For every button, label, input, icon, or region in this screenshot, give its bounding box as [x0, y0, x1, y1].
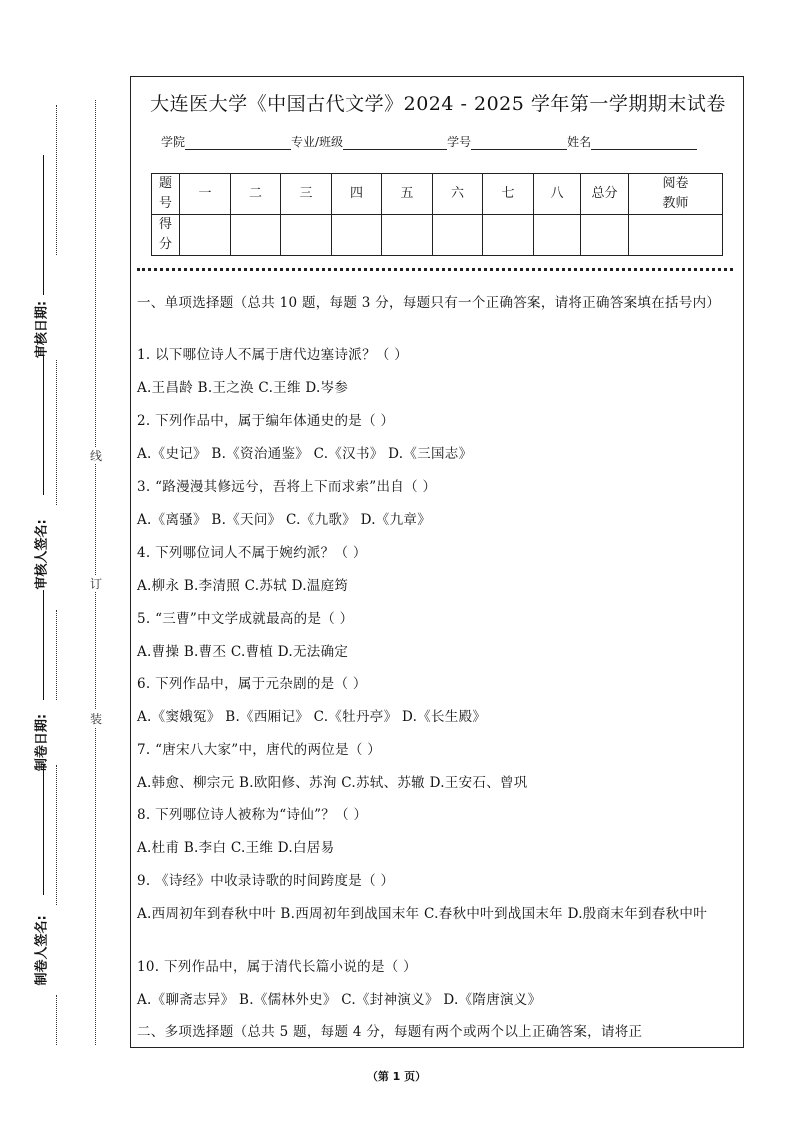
question-5: 5. “三曹”中文学成就最高的是（ ）	[137, 611, 354, 627]
options-10: A.《聊斋志异》 B.《儒林外史》 C.《封神演义》 D.《隋唐演义》	[137, 992, 542, 1008]
major-label: 专业/班级	[291, 135, 344, 149]
dotted-line-3	[56, 610, 57, 700]
score-col-header: 六	[433, 174, 483, 215]
signature-line-4	[43, 765, 44, 895]
name-field[interactable]	[591, 137, 697, 150]
score-cell[interactable]	[382, 215, 433, 256]
page-number: （第 1 页）	[366, 1070, 427, 1083]
dotted-line-2	[56, 360, 57, 505]
separator-dotted	[137, 268, 733, 271]
binding-mark-bind: 装	[90, 712, 103, 726]
binding-mark-line: 线	[90, 449, 103, 463]
score-cell[interactable]	[180, 215, 231, 256]
options-1: A.王昌龄 B.王之涣 C.王维 D.岑参	[137, 380, 349, 396]
options-3: A.《离骚》 B.《天问》 C.《九歌》 D.《九章》	[137, 512, 431, 528]
signature-line-3	[43, 590, 44, 700]
score-table-header-row	[152, 174, 723, 215]
score-col-header: 三	[281, 174, 332, 215]
review-date-label: 审核日期:	[34, 300, 50, 359]
college-field[interactable]	[185, 137, 291, 150]
score-col-header: 总分	[581, 174, 629, 215]
question-6: 6. 下列作品中，属于元杂剧的是（ ）	[137, 676, 367, 692]
student-info-row	[161, 133, 697, 150]
score-cell[interactable]	[231, 215, 281, 256]
author-signature-label: 制卷人签名:	[34, 915, 50, 986]
score-col-header: 四	[332, 174, 382, 215]
score-col-header: 一	[180, 174, 231, 215]
score-cell[interactable]	[433, 215, 483, 256]
college-label: 学院	[161, 135, 186, 149]
question-4: 4. 下列哪位词人不属于婉约派？（ ）	[137, 545, 367, 561]
name-label: 姓名	[567, 135, 592, 149]
question-9: 9. 《诗经》中收录诗歌的时间跨度是（ ）	[137, 873, 395, 889]
grader-header: 阅卷 教师	[629, 174, 723, 215]
question-7: 7. “唐宋八大家”中，唐代的两位是（ ）	[137, 742, 382, 758]
score-col-header: 五	[382, 174, 433, 215]
options-2: A.《史记》 B.《资治通鉴》 C.《汉书》 D.《三国志》	[137, 446, 473, 462]
paper-date-label: 制卷日期:	[34, 713, 50, 772]
options-6: A.《窦娥冤》 B.《西厢记》 C.《牡丹亭》 D.《长生殿》	[137, 709, 487, 725]
score-cell[interactable]	[629, 215, 723, 256]
exam-frame	[130, 76, 744, 1048]
dotted-line-4	[56, 765, 57, 905]
signature-line-2	[43, 355, 44, 495]
question-number-label: 题 号	[152, 174, 180, 215]
exam-title: 大连医大学《中国古代文学》2024 - 2025 学年第一学期期末试卷	[150, 93, 726, 115]
score-cell[interactable]	[483, 215, 534, 256]
score-table-score-row	[152, 215, 723, 256]
options-9: A.西周初年到春秋中叶 B.西周初年到战国末年 C.春秋中叶到战国末年 D.殷商末年到春秋中叶	[137, 906, 707, 922]
dotted-line-1	[56, 105, 57, 255]
question-10: 10. 下列作品中，属于清代长篇小说的是（ ）	[137, 959, 417, 975]
student-id-label: 学号	[447, 135, 472, 149]
student-id-field[interactable]	[471, 137, 567, 150]
score-cell[interactable]	[581, 215, 629, 256]
score-cell[interactable]	[534, 215, 581, 256]
question-1: 1. 以下哪位诗人不属于唐代边塞诗派？（ ）	[137, 347, 409, 363]
dotted-line-5	[56, 995, 57, 1045]
score-col-header: 七	[483, 174, 534, 215]
question-2: 2. 下列作品中，属于编年体通史的是（ ）	[137, 413, 395, 429]
score-col-header: 八	[534, 174, 581, 215]
score-table	[151, 173, 723, 256]
signature-line-1	[43, 155, 44, 295]
binding-mark-staple: 订	[90, 577, 103, 591]
question-3: 3. “路漫漫其修远兮，吾将上下而求索”出自（ ）	[137, 479, 437, 495]
options-7: A.韩愈、柳宗元 B.欧阳修、苏洵 C.苏轼、苏辙 D.王安石、曾巩	[137, 775, 528, 791]
options-8: A.杜甫 B.李白 C.王维 D.白居易	[137, 840, 335, 856]
question-8: 8. 下列哪位诗人被称为“诗仙”？（ ）	[137, 807, 368, 823]
score-cell[interactable]	[332, 215, 382, 256]
reviewer-signature-label: 审核人签名:	[34, 519, 50, 590]
score-col-header: 二	[231, 174, 281, 215]
section2-heading: 二、多项选择题（总共 5 题，每题 4 分，每题有两个或两个以上正确答案，请将正	[137, 1024, 643, 1040]
options-5: A.曹操 B.曹丕 C.曹植 D.无法确定	[137, 644, 349, 660]
options-4: A.柳永 B.李清照 C.苏轼 D.温庭筠	[137, 578, 349, 594]
score-row-label: 得 分	[152, 215, 180, 256]
binding-dotted-line	[95, 100, 96, 1045]
major-field[interactable]	[343, 137, 447, 150]
score-cell[interactable]	[281, 215, 332, 256]
section1-heading: 一、单项选择题（总共 10 题，每题 3 分，每题只有一个正确答案，请将正确答案填在括号内）	[137, 295, 721, 311]
